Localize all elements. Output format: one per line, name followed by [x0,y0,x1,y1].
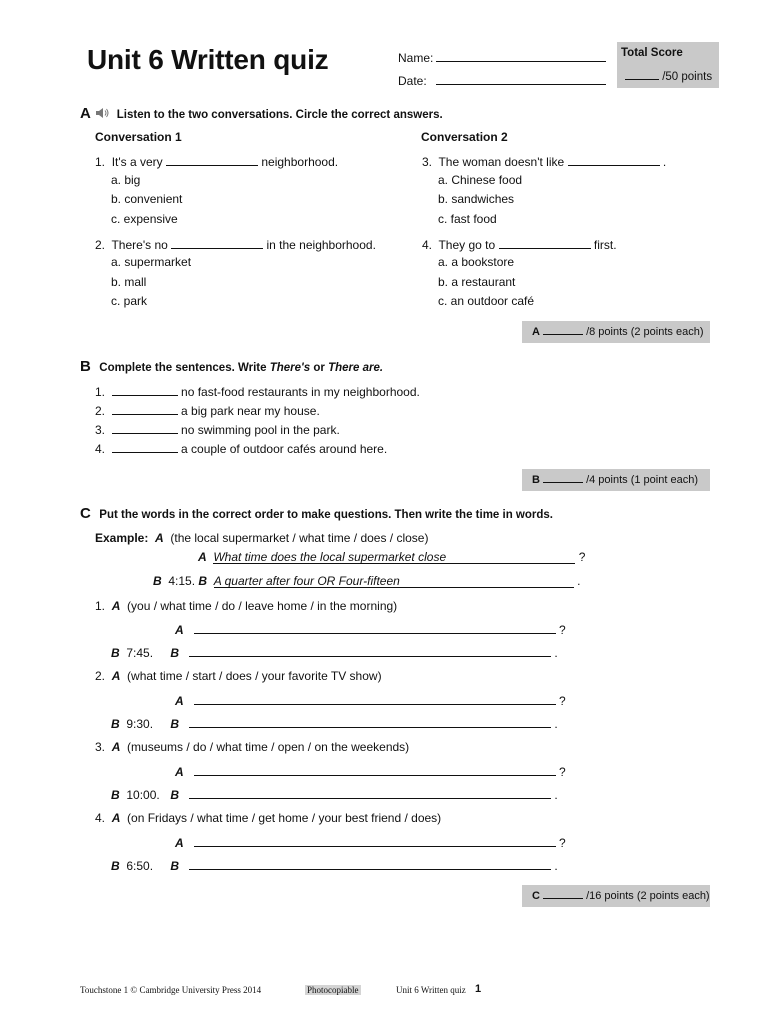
question-2: 2. There's no in the neighborhood. [95,238,376,252]
total-score-field[interactable] [625,68,659,80]
option[interactable]: c. fast food [438,212,497,226]
section-a-score-box: A /8 points (2 points each) [522,321,710,343]
blank[interactable] [112,422,178,434]
blank[interactable] [568,154,660,166]
option[interactable]: c. an outdoor café [438,294,535,308]
option[interactable]: b. mall [111,275,147,289]
conversation-2-title: Conversation 2 [421,130,508,144]
question-4: 4. They go to first. [422,238,617,252]
section-a-instruction: Listen to the two conversations. Circle the correct answers. [116,109,443,121]
option[interactable]: c. expensive [111,212,178,226]
b-item-3: 3. no swimming pool in the park. [95,423,340,437]
section-c-score-box: C /16 points (2 points each) [522,885,710,907]
section-a-letter: A [80,105,91,122]
blank[interactable] [112,441,178,453]
section-b-score-box: B /4 points (1 point each) [522,469,710,491]
total-score-label: Total Score [621,47,683,59]
blank[interactable] [166,154,258,166]
option[interactable]: a. big [111,173,141,187]
option[interactable]: a. a bookstore [438,255,515,269]
answer-line[interactable] [189,645,551,657]
option[interactable]: b. sandwiches [438,192,515,206]
section-a-heading [80,105,443,123]
blank[interactable] [112,403,178,415]
page-number: 1 [475,983,482,995]
section-c-heading [80,505,553,523]
score-field[interactable] [543,471,583,483]
total-score-points: /50 points [625,68,712,83]
option[interactable]: c. park [111,294,148,308]
section-b-instruction: Complete the sentences. Write There's or There are. [99,362,384,374]
page-title: Unit 6 Written quiz [87,44,329,75]
blank[interactable] [112,384,178,396]
c-item-3-answer-a: A ? [175,765,566,779]
c-item-4-answer-b: B 6:50. B . [111,859,558,873]
option[interactable]: b. convenient [111,192,183,206]
option[interactable]: b. a restaurant [438,275,516,289]
answer-line[interactable] [189,787,551,799]
c-item-4-prompt: 4. A (on Fridays / what time / get home / your best friend / does) [95,811,442,825]
date-label: Date: [398,74,427,88]
name-label: Name: [398,51,434,65]
example-prompt: Example: A (the local supermarket / what time / does / close) [95,531,429,545]
answer-line[interactable] [189,716,551,728]
total-score-box [617,42,719,88]
c-item-2-answer-a: A ? [175,694,566,708]
c-item-2-prompt: 2. A (what time / start / does / your favorite TV show) [95,669,382,683]
c-item-3-prompt: 3. A (museums / do / what time / open / on the weekends) [95,740,410,754]
answer-line[interactable] [189,858,551,870]
score-field[interactable] [543,887,583,899]
answer-line[interactable] [194,835,556,847]
c-item-1-answer-b: B 7:45. B . [111,646,558,660]
c-item-1-answer-a: A ? [175,623,566,637]
answer-line[interactable] [194,693,556,705]
section-c-letter: C [80,505,91,522]
c-item-2-answer-b: B 9:30. B . [111,717,558,731]
question-1: 1. It's a very neighborhood. [95,155,339,169]
question-3: 3. The woman doesn't like . [422,155,667,169]
date-row [398,72,606,88]
option[interactable]: a. Chinese food [438,173,523,187]
blank[interactable] [499,237,591,249]
answer-line[interactable] [194,622,556,634]
c-item-3-answer-b: B 10:00. B . [111,788,558,802]
score-field[interactable] [543,323,583,335]
speaker-icon [95,107,109,119]
name-row [398,49,606,65]
b-item-1: 1. no fast-food restaurants in my neighborhood. [95,385,420,399]
example-answer-a: A What time does the local supermarket close ? [198,550,586,564]
conversation-1-title: Conversation 1 [95,130,182,144]
b-item-4: 4. a couple of outdoor cafés around here. [95,442,388,456]
footer-quiz-name: Unit 6 Written quiz [396,985,466,995]
blank[interactable] [171,237,263,249]
b-item-2: 2. a big park near my house. [95,404,320,418]
option[interactable]: a. supermarket [111,255,192,269]
section-b-heading [80,358,383,376]
footer-photocopiable: Photocopiable [307,985,359,995]
answer-line[interactable] [194,764,556,776]
section-b-letter: B [80,358,91,375]
section-c-instruction: Put the words in the correct order to make questions. Then write the time in words. [99,509,553,521]
example-answer-b: B 4:15. B A quarter after four OR Four-fifteen . [153,574,581,588]
c-item-1-prompt: 1. A (you / what time / do / leave home / in the morning) [95,599,398,613]
date-field[interactable] [436,72,606,85]
footer-copyright: Touchstone 1 © Cambridge University Press 2014 [80,985,262,995]
c-item-4-answer-a: A ? [175,836,566,850]
name-field[interactable] [436,49,606,62]
